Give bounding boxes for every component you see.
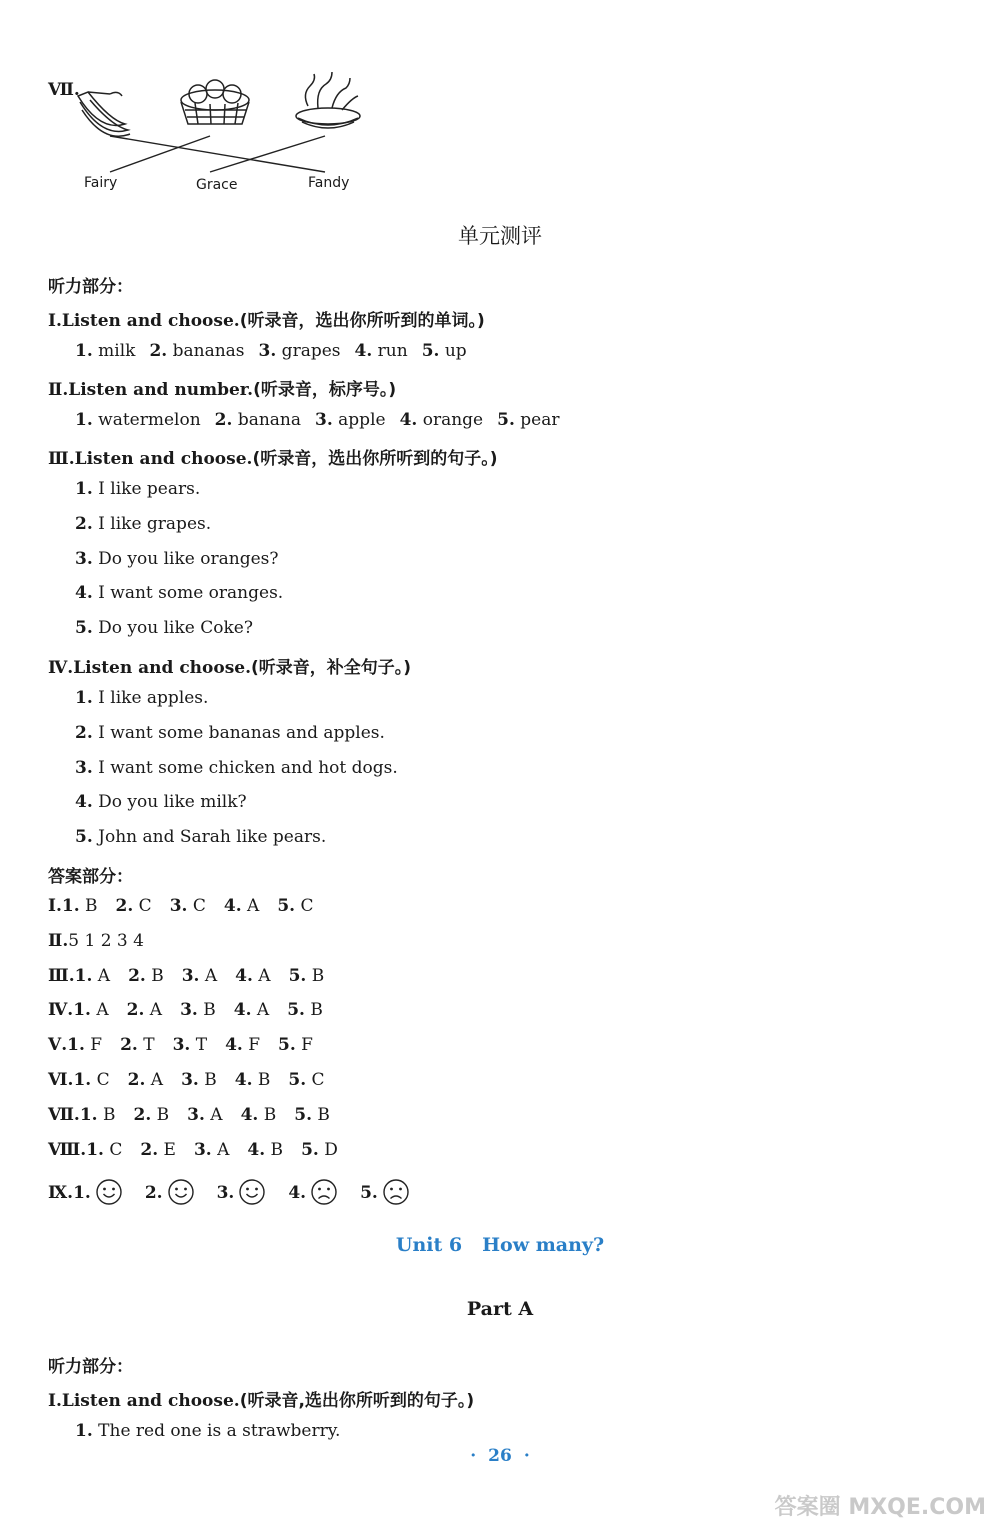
item-text: C [103,1139,123,1160]
item-number: 4. [75,792,93,813]
item-text: E [158,1139,176,1160]
item-text: B [258,1104,277,1125]
fruit-basket-icon [181,80,249,124]
answer-text: 5 1 2 3 4 [68,930,144,951]
item-text: I want some bananas and apples. [92,722,385,743]
item-text: I like pears. [92,479,201,499]
answer-numeral: Ⅴ. [48,1035,68,1056]
item-text: B [252,1070,271,1090]
answer-numeral: Ⅰ. [48,896,62,916]
item-number: 2. [140,1139,159,1160]
item-text: John and Sarah like pears. [92,827,327,848]
item-text: A [144,1000,163,1021]
item-number: 1. [73,1000,91,1021]
pears-basket-icon [296,72,360,128]
item-text: B [197,1000,216,1021]
item-number: 4. [354,341,373,361]
item-number: 1. [73,1183,91,1203]
item-number: 1. [79,1104,98,1125]
answer-numeral: Ⅱ. [48,930,69,951]
item-text: watermelon [92,410,201,430]
item-number: 1. [61,896,80,916]
unit-title: Unit 6 How many? [395,1234,605,1256]
item-text: A [145,1070,164,1090]
item-number: 4. [75,583,93,604]
item-text: C [133,896,152,916]
item-number: 5. [497,410,515,430]
item-number: 5. [277,896,296,916]
item-number: 1. [75,341,93,361]
item-text: B [198,1070,217,1090]
answer-label: 答案部分： [48,867,133,887]
item-number: 1. [86,1139,104,1160]
item-number: 2. [75,722,93,743]
item-text: I like apples. [92,688,209,708]
item-number: 5. [288,965,307,986]
item-number: 2. [120,1035,138,1056]
item-number: 3. [315,410,333,430]
item-number: 4. [223,896,242,916]
sentence-item [75,688,208,708]
item-text: I want some chicken and hot dogs. [92,757,398,778]
item-text: C [306,1070,325,1090]
listening-label: 听力部分： [48,1357,133,1377]
smiley-face-icon [167,1178,195,1206]
item-number: 2. [214,410,233,430]
item-text: I like grapes. [92,513,212,534]
item-number: 5. [278,1035,296,1056]
item-number: 1. [75,410,93,430]
item-text: Do you like Coke? [92,618,253,639]
sentence-item [75,758,398,778]
answer-row [48,1000,323,1020]
sad-face-icon [310,1178,338,1206]
answer-row [48,966,324,986]
sentence-item [75,792,247,812]
item-number: 4. [225,1035,243,1056]
item-number: 5. [75,827,93,848]
sentence-item: 1. The red one is a strawberry. [75,1421,341,1441]
watermark-logo: 答案圈 MXQE.COM [774,1495,986,1520]
item-text: A [211,1139,230,1160]
smiley-face-icon [95,1178,123,1206]
item-text: Do you like milk? [92,792,247,813]
word-list [75,341,467,361]
item-text: F [84,1035,103,1056]
item-number: 4. [235,965,253,986]
matching-lines [110,136,325,172]
sentence-item [75,479,200,499]
item-text: run [372,341,408,361]
item-text: C [295,896,314,916]
item-number: 3. [180,1000,198,1021]
item-text: B [97,1104,116,1125]
smiley-face-icon [238,1178,266,1206]
section-numeral: Ⅶ. [48,80,80,100]
item-number: 4. [399,410,418,430]
item-number: 4. [234,1070,253,1090]
name-label: Fandy [308,175,350,191]
question-heading: Ⅱ.Listen and number.(听录音，标序号。) [48,380,397,400]
item-number: 2. [144,1183,163,1203]
item-text: A [252,965,271,986]
answer-numeral: Ⅷ. [48,1139,87,1160]
item-number: 3. [172,1035,191,1056]
item-text: B [312,1104,330,1125]
word-list [75,410,559,430]
answer-row [48,1105,330,1125]
item-number: 3. [187,1104,205,1125]
item-number: 2. [127,1070,146,1090]
item-text: A [251,1000,270,1021]
item-text: A [204,1104,223,1125]
item-text: F [295,1035,313,1056]
unit-test-title: 单元测评 [458,224,542,248]
page-number: · 26 · [470,1446,530,1466]
item-text: B [265,1139,284,1160]
answer-row [48,1140,338,1160]
item-text: banana [232,410,302,430]
item-number: 3. [75,548,93,569]
bananas-icon [78,92,130,136]
item-number: 5. [75,618,93,639]
item-number: 1. [73,1070,92,1090]
sentence-item [75,618,253,638]
answer-row [48,1035,313,1055]
item-number: 5. [294,1104,312,1125]
item-text: B [306,965,325,986]
item-text: F [242,1035,261,1056]
item-number: 1. [74,965,93,986]
item-text: A [90,1000,109,1021]
sentence-item [75,583,283,603]
item-number: 3. [258,341,277,361]
item-number: 4. [240,1104,259,1125]
item-number: 4. [288,1183,307,1203]
sentence-item [75,827,326,847]
item-text: A [92,965,111,986]
item-number: 2. [115,896,134,916]
item-text: grapes [276,341,341,361]
question-heading: Ⅰ.Listen and choose.(听录音,选出你所听到的句子。) [48,1391,475,1411]
answer-numeral: Ⅵ. [48,1070,74,1090]
name-label: Grace [196,177,238,193]
item-text: B [151,1104,170,1125]
part-title: Part A [466,1298,534,1320]
item-number: 1. [75,688,93,708]
answer-numeral: Ⅲ. [48,965,75,986]
answer-row [48,896,313,916]
answer-row [48,1070,325,1090]
item-text: A [199,965,218,986]
answer-row [48,1178,410,1206]
question-heading: Ⅲ.Listen and choose.(听录音，选出你所听到的句子。) [48,449,498,469]
answer-numeral: Ⅸ. [48,1183,74,1203]
sentence-item [75,723,385,743]
item-text: apple [332,410,386,430]
answer-row [48,931,144,951]
item-number: 5. [421,341,440,361]
item-number: 2. [75,513,93,534]
item-number: 3. [216,1183,235,1203]
item-text: D [318,1139,338,1160]
answer-numeral: Ⅳ. [48,1000,74,1021]
item-number: 3. [181,965,200,986]
item-number: 3. [75,757,93,778]
item-text: T [137,1035,155,1056]
listening-label: 听力部分： [48,277,133,297]
sentence-item [75,514,211,534]
item-text: B [145,965,164,986]
item-text: T [190,1035,208,1056]
item-text: orange [417,410,484,430]
question-heading: Ⅰ.Listen and choose.(听录音，选出你所听到的单词。) [48,311,485,331]
item-number: 2. [149,341,168,361]
question-heading: Ⅳ.Listen and choose.(听录音，补全句子。) [48,658,412,678]
item-number: 5. [288,1070,307,1090]
item-number: 2. [126,1000,145,1021]
name-label: Fairy [84,175,118,191]
item-number: 1. [75,479,93,499]
item-text: pear [514,410,560,430]
item-text: up [439,341,467,361]
item-text: C [91,1070,110,1090]
item-number: 5. [360,1183,378,1203]
item-text: milk [92,341,136,361]
item-text: C [187,896,206,916]
item-text: I want some oranges. [92,583,284,604]
item-text: B [79,896,98,916]
item-number: 1. [67,1035,85,1056]
item-number: 5. [287,1000,305,1021]
item-number: 3. [181,1070,199,1090]
sentence-item [75,549,278,569]
sad-face-icon [382,1178,410,1206]
item-number: 3. [169,896,188,916]
item-text: bananas [167,341,245,361]
item-text: B [304,1000,323,1021]
item-number: 5. [301,1139,319,1160]
item-number: 4. [247,1139,266,1160]
item-number: 3. [193,1139,212,1160]
answer-numeral: Ⅶ. [48,1104,80,1125]
item-text: A [241,896,260,916]
item-number: 4. [233,1000,252,1021]
item-number: 2. [128,965,146,986]
item-number: 2. [133,1104,152,1125]
item-text: Do you like oranges? [92,548,279,569]
